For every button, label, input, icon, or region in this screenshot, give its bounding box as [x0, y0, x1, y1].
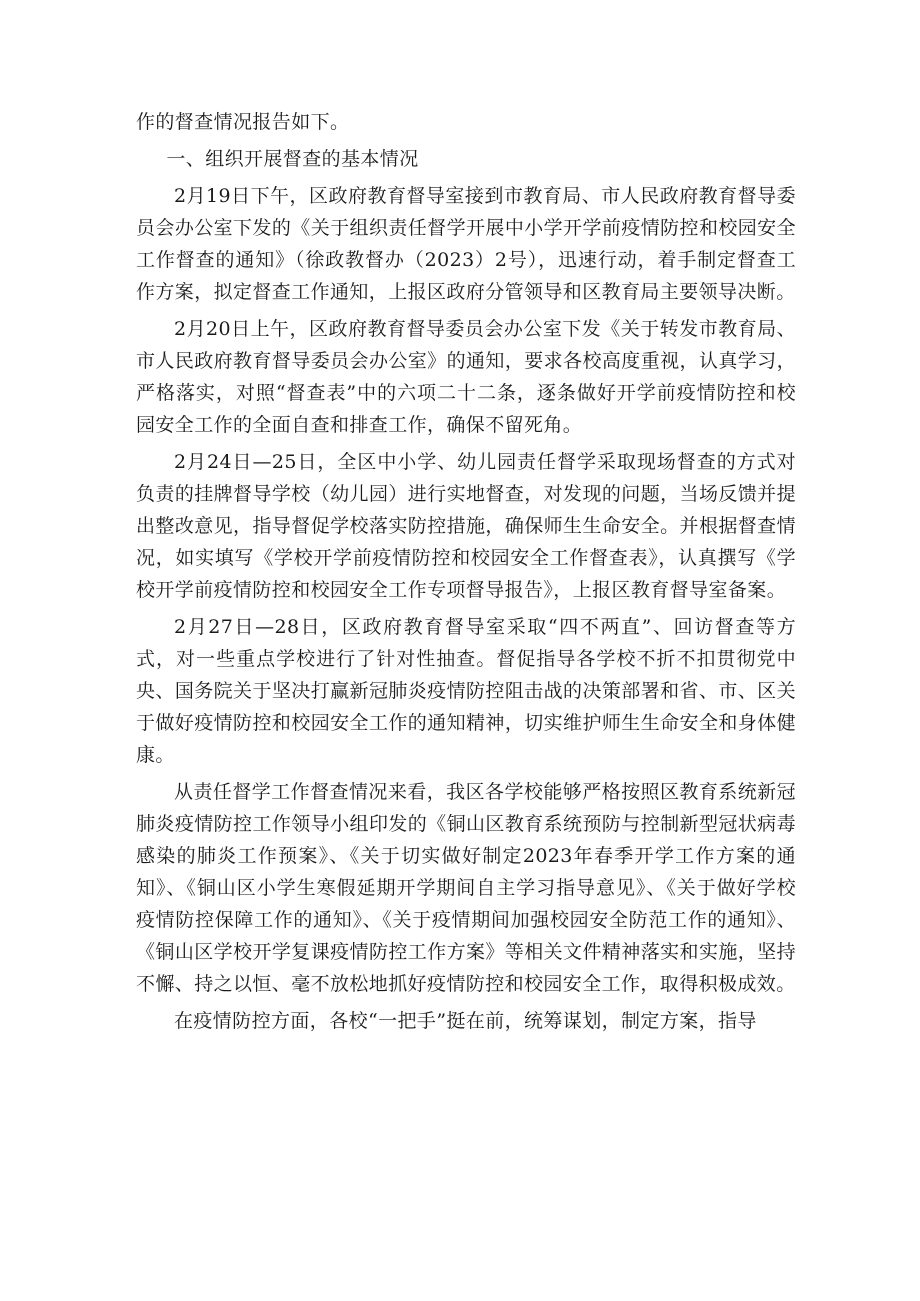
- paragraph: 2月19日下午，区政府教育督导室接到市教育局、市人民政府教育督导委员会办公室下发的《关于组织责任督学开展中小学开学前疫情防控和校园安全工作督查的通知》（徐政教督办（2023）2号），迅速行动，着手制定督查工作方案，拟定督查工作通知，上报区政府分管领导和区教育局主要领导决断。: [136, 185, 796, 303]
- paragraph-continuation: 作的督查情况报告如下。: [136, 111, 350, 133]
- paragraph: 在疫情防控方面，各校“一把手”挺在前，统筹谋划，制定方案，指导: [174, 1010, 757, 1032]
- document-body: [136, 106, 796, 1042]
- paragraph: 2月20日上午，区政府教育督导委员会办公室下发《关于转发市教育局、市人民政府教育督导委员会办公室》的通知，要求各校高度重视，认真学习，严格落实，对照“督查表”中的六项二十二条，逐条做好开学前疫情防控和校园安全工作的全面自查和排查工作，确保不留死角。: [136, 318, 796, 436]
- paragraph: 2月27日—28日，区政府教育督导室采取“四不两直”、回访督查等方式，对一些重点学校进行了针对性抽查。督促指导各学校不折不扣贯彻党中央、国务院关于坚决打赢新冠肺炎疫情防控阻击战的决策部署和省、市、区关于做好疫情防控和校园安全工作的通知精神，切实维护师生生命安全和身体健康。: [136, 616, 796, 766]
- section-heading: 一、组织开展督查的基本情况: [166, 148, 419, 170]
- paragraph: 从责任督学工作督查情况来看，我区各学校能够严格按照区教育系统新冠肺炎疫情防控工作领导小组印发的《铜山区教育系统预防与控制新型冠状病毒感染的肺炎工作预案》、《关于切实做好制定2023年春季开学工作方案的通知》、《铜山区小学生寒假延期开学期间自主学习指导意见》、《关于做好学校疫情防控保障工作的通知》、《关于疫情期间加强校园安全防范工作的通知》、《铜山区学校开学复课疫情防控工作方案》等相关文件精神落实和实施，坚持不懈、持之以恒、毫不放松地抓好疫情防控和校园安全工作，取得积极成效。: [136, 781, 796, 995]
- paragraph: 2月24日—25日，全区中小学、幼儿园责任督学采取现场督查的方式对负责的挂牌督导学校（幼儿园）进行实地督查，对发现的问题，当场反馈并提出整改意见，指导督促学校落实防控措施，确保师生生命安全。并根据督查情况，如实填写《学校开学前疫情防控和校园安全工作督查表》，认真撰写《学校开学前疫情防控和校园安全工作专项督导报告》，上报区教育督导室备案。: [136, 451, 796, 601]
